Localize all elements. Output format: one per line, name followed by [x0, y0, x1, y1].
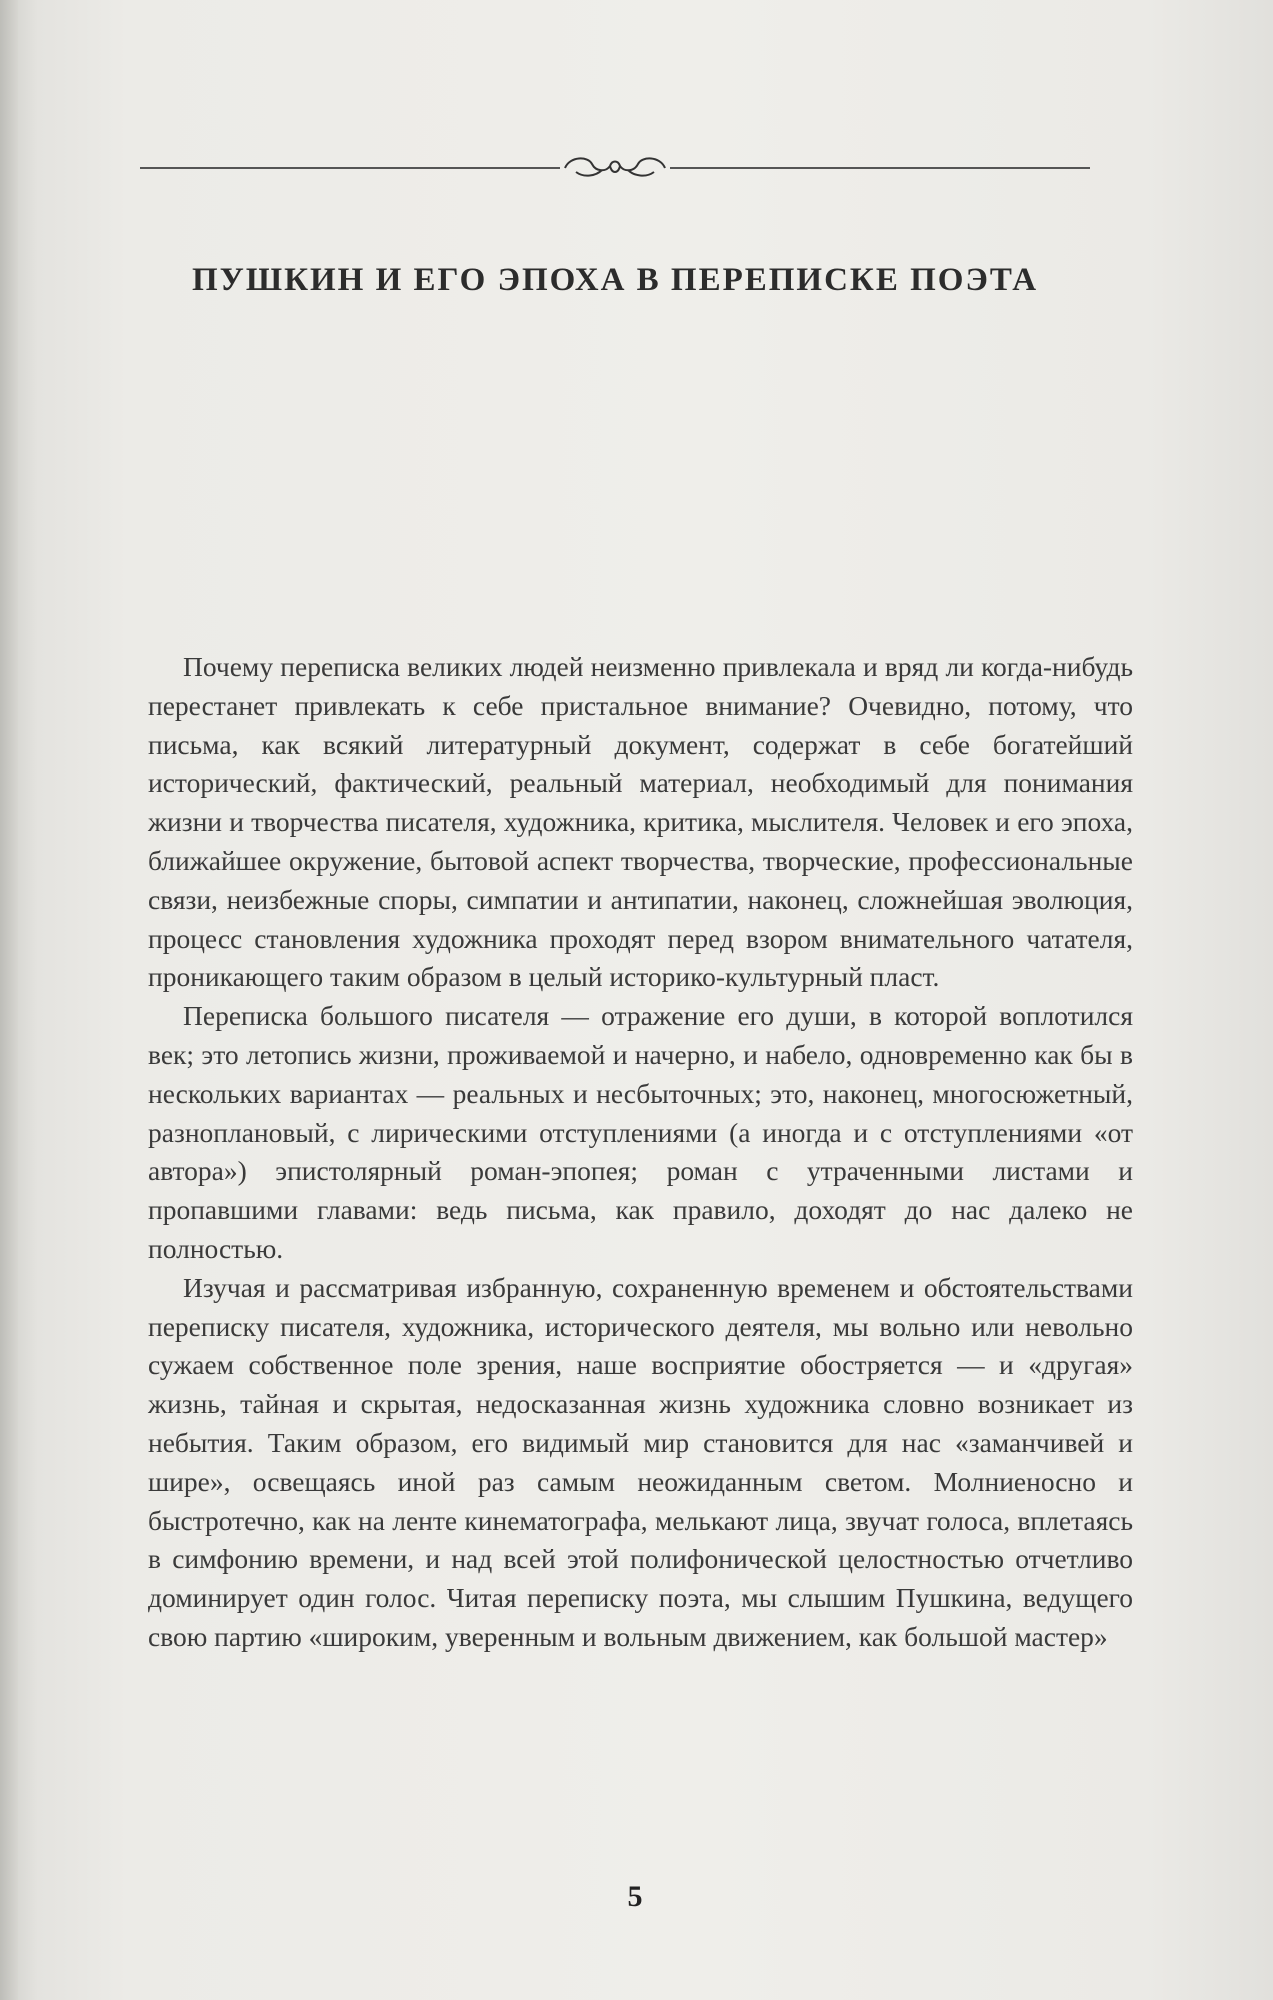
chapter-title: ПУШКИН И ЕГО ЭПОХА В ПЕРЕПИСКЕ ПОЭТА	[191, 262, 1039, 298]
page-number: 5	[627, 1880, 643, 1913]
body-text	[148, 648, 1133, 1657]
ornament-flourish-icon	[565, 158, 665, 175]
decorative-rule-ornament	[140, 150, 1090, 184]
paragraph: Почему переписка великих людей неизменно привлекала и вряд ли когда-нибудь перестанет привлекать к себе пристальное внимание? Очевидно, потому, что письма, как всякий литературный документ, содержат в себе богатейший исторический, фактический, реальный материал, необходимый для понимания жизни и творчества писателя, художника, критика, мыслителя. Человек и его эпоха, ближайшее окружение, бытовой аспект творчества, творческие, профессиональные связи, неизбежные споры, симпатии и антипатии, наконец, сложнейшая эволюция, процесс становления художника проходят перед взором внимательного чатателя, проникающего таким образом в целый историко-культурный пласт.	[148, 651, 1133, 993]
paragraph: Изучая и рассматривая избранную, сохраненную временем и обстоятельствами переписку писателя, художника, исторического деятеля, мы вольно или невольно сужаем собственное поле зрения, наше восприятие обостряется — и «другая» жизнь, тайная и скрытая, недосказанная жизнь художника словно возникает из небытия. Таким образом, его видимый мир становится для нас «заманчивей и шире», освещаясь иной раз самым неожиданным светом. Молниеносно и быстротечно, как на ленте кинематографа, мелькают лица, звучат голоса, вплетаясь в симфонию времени, и над всей этой полифонической целостностью отчетливо доминирует один голос. Читая переписку поэта, мы слышим Пушкина, ведущего свою партию «широким, уверенным и вольным движением, как большой мастер»	[148, 1271, 1133, 1652]
page-gutter-shadow	[0, 0, 18, 2000]
paragraph: Переписка большого писателя — отражение его души, в которой воплотился век; это летопись жизни, проживаемой и начерно, и набело, одновременно как бы в нескольких вариантах — реальных и несбыточных; это, наконец, многосюжетный, разноплановый, с лирическими отступлениями (а иногда и с отступлениями «от автора») эпистолярный роман-эпопея; роман с утраченными листами и пропавшими главами: ведь письма, как правило, доходят до нас далеко не полностью.	[148, 1000, 1133, 1264]
